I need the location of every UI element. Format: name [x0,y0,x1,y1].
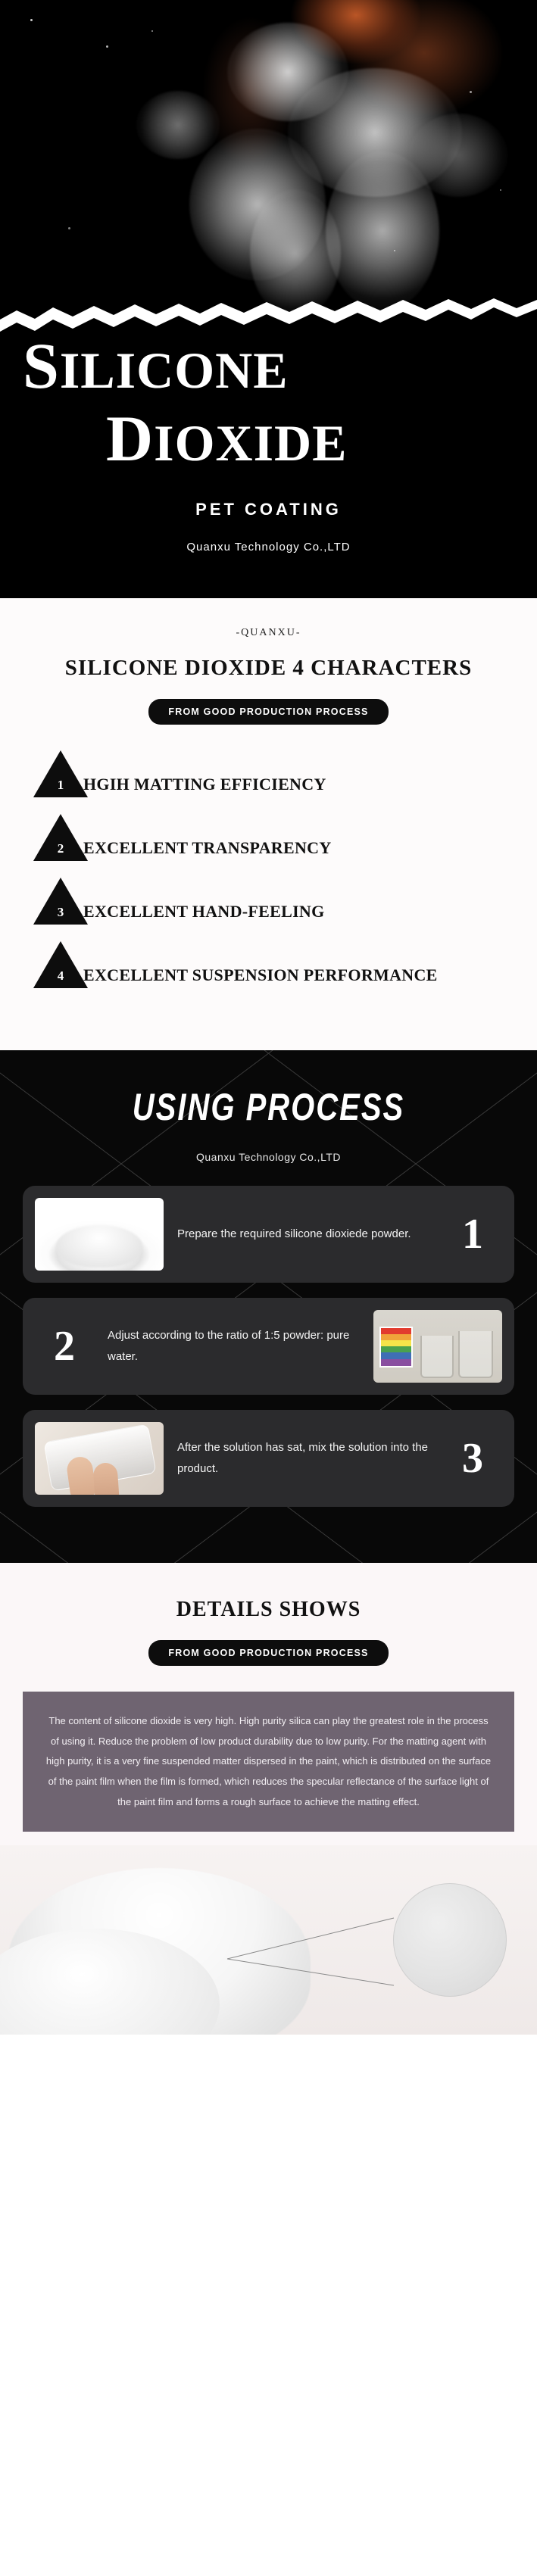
triangle-marker-icon [33,878,88,925]
beakers-photo [373,1310,502,1383]
hand-tube-photo [35,1422,164,1495]
powder-speck [394,250,395,251]
process-step [23,1186,514,1283]
details-title: DETAILS SHOWS [176,1598,361,1621]
process-step-text: After the solution has sat, mix the solution into the product. [177,1441,429,1475]
characters-item-number: 4 [57,968,64,983]
powder-photo [35,1198,164,1271]
characters-title: SILICONE DIOXIDE 4 CHARACTERS [64,656,473,680]
characters-section [0,598,537,1050]
details-photo [0,1845,537,2035]
powder-splash [136,91,220,159]
hero-title-line2 [0,402,537,475]
characters-kicker: -QUANXU- [236,627,301,638]
hero-text-block [0,329,537,554]
zoom-detail-circle [393,1883,507,1997]
process-step-number: 3 [462,1435,483,1482]
characters-list [0,750,537,988]
hero-title-line1-rest: ILICONE [59,341,289,399]
details-paragraph: The content of silicone dioxide is very high. High purity silica can play the greatest role in the process of using it. Reduce the problem of low product durability due to low purity. For the matting agent with high purity, it is a very fine suspended matter dispersed in the paint, which is distributed on the surface of the paint film when the film is formed, which reduces the specular reflectance of the surface light of the paint film and forms a rough surface to achieve the matting effect. [23,1692,514,1832]
powder-speck [500,189,501,191]
beaker-shape [420,1336,454,1378]
details-badge: FROM GOOD PRODUCTION PROCESS [148,1640,388,1666]
hero-title-line2-rest: IOXIDE [154,414,348,472]
list-item [0,750,537,797]
hero-title-line2-cap: D [106,402,155,475]
hero-banner [0,0,537,598]
details-section [0,1563,537,2035]
triangle-marker-icon [33,750,88,797]
process-title: USING PROCESS [132,1087,405,1129]
powder-speck [30,19,33,21]
powder-speck [470,91,472,93]
powder-speck [68,227,70,229]
powder-speck [151,30,153,32]
powder-splash [409,114,507,197]
hero-company-name: Quanxu Technology Co.,LTD [186,541,351,554]
characters-item-label: HGIH MATTING EFFICIENCY [83,775,326,794]
powder-speck [106,45,108,48]
process-step-text: Adjust according to the ratio of 1:5 powder: pure water. [108,1329,350,1363]
characters-badge: FROM GOOD PRODUCTION PROCESS [148,699,388,725]
beaker-shape [458,1331,493,1378]
characters-item-label: EXCELLENT SUSPENSION PERFORMANCE [83,965,438,984]
process-step-number: 1 [462,1211,483,1258]
characters-item-number: 1 [57,778,64,792]
list-item [0,941,537,988]
triangle-marker-icon [33,941,88,988]
using-process-section [0,1050,537,1563]
triangle-marker-icon [33,814,88,861]
process-company-name: Quanxu Technology Co.,LTD [196,1151,341,1163]
characters-item-label: EXCELLENT HAND-FEELING [83,902,325,921]
characters-item-number: 3 [57,905,64,919]
hero-subtitle: PET COATING [195,500,342,519]
process-step-number: 2 [54,1323,75,1370]
hero-title-line1 [0,329,537,402]
process-step [23,1298,514,1395]
characters-item-number: 2 [57,841,64,856]
process-steps [0,1186,537,1507]
process-step-text: Prepare the required silicone dioxiede powder. [177,1227,411,1241]
characters-item-label: EXCELLENT TRANSPARENCY [83,838,332,857]
hero-title-line1-cap: S [23,329,60,402]
process-step [23,1410,514,1507]
color-chart-icon [379,1327,413,1368]
list-item [0,878,537,925]
list-item [0,814,537,861]
hero-photo [0,0,537,326]
